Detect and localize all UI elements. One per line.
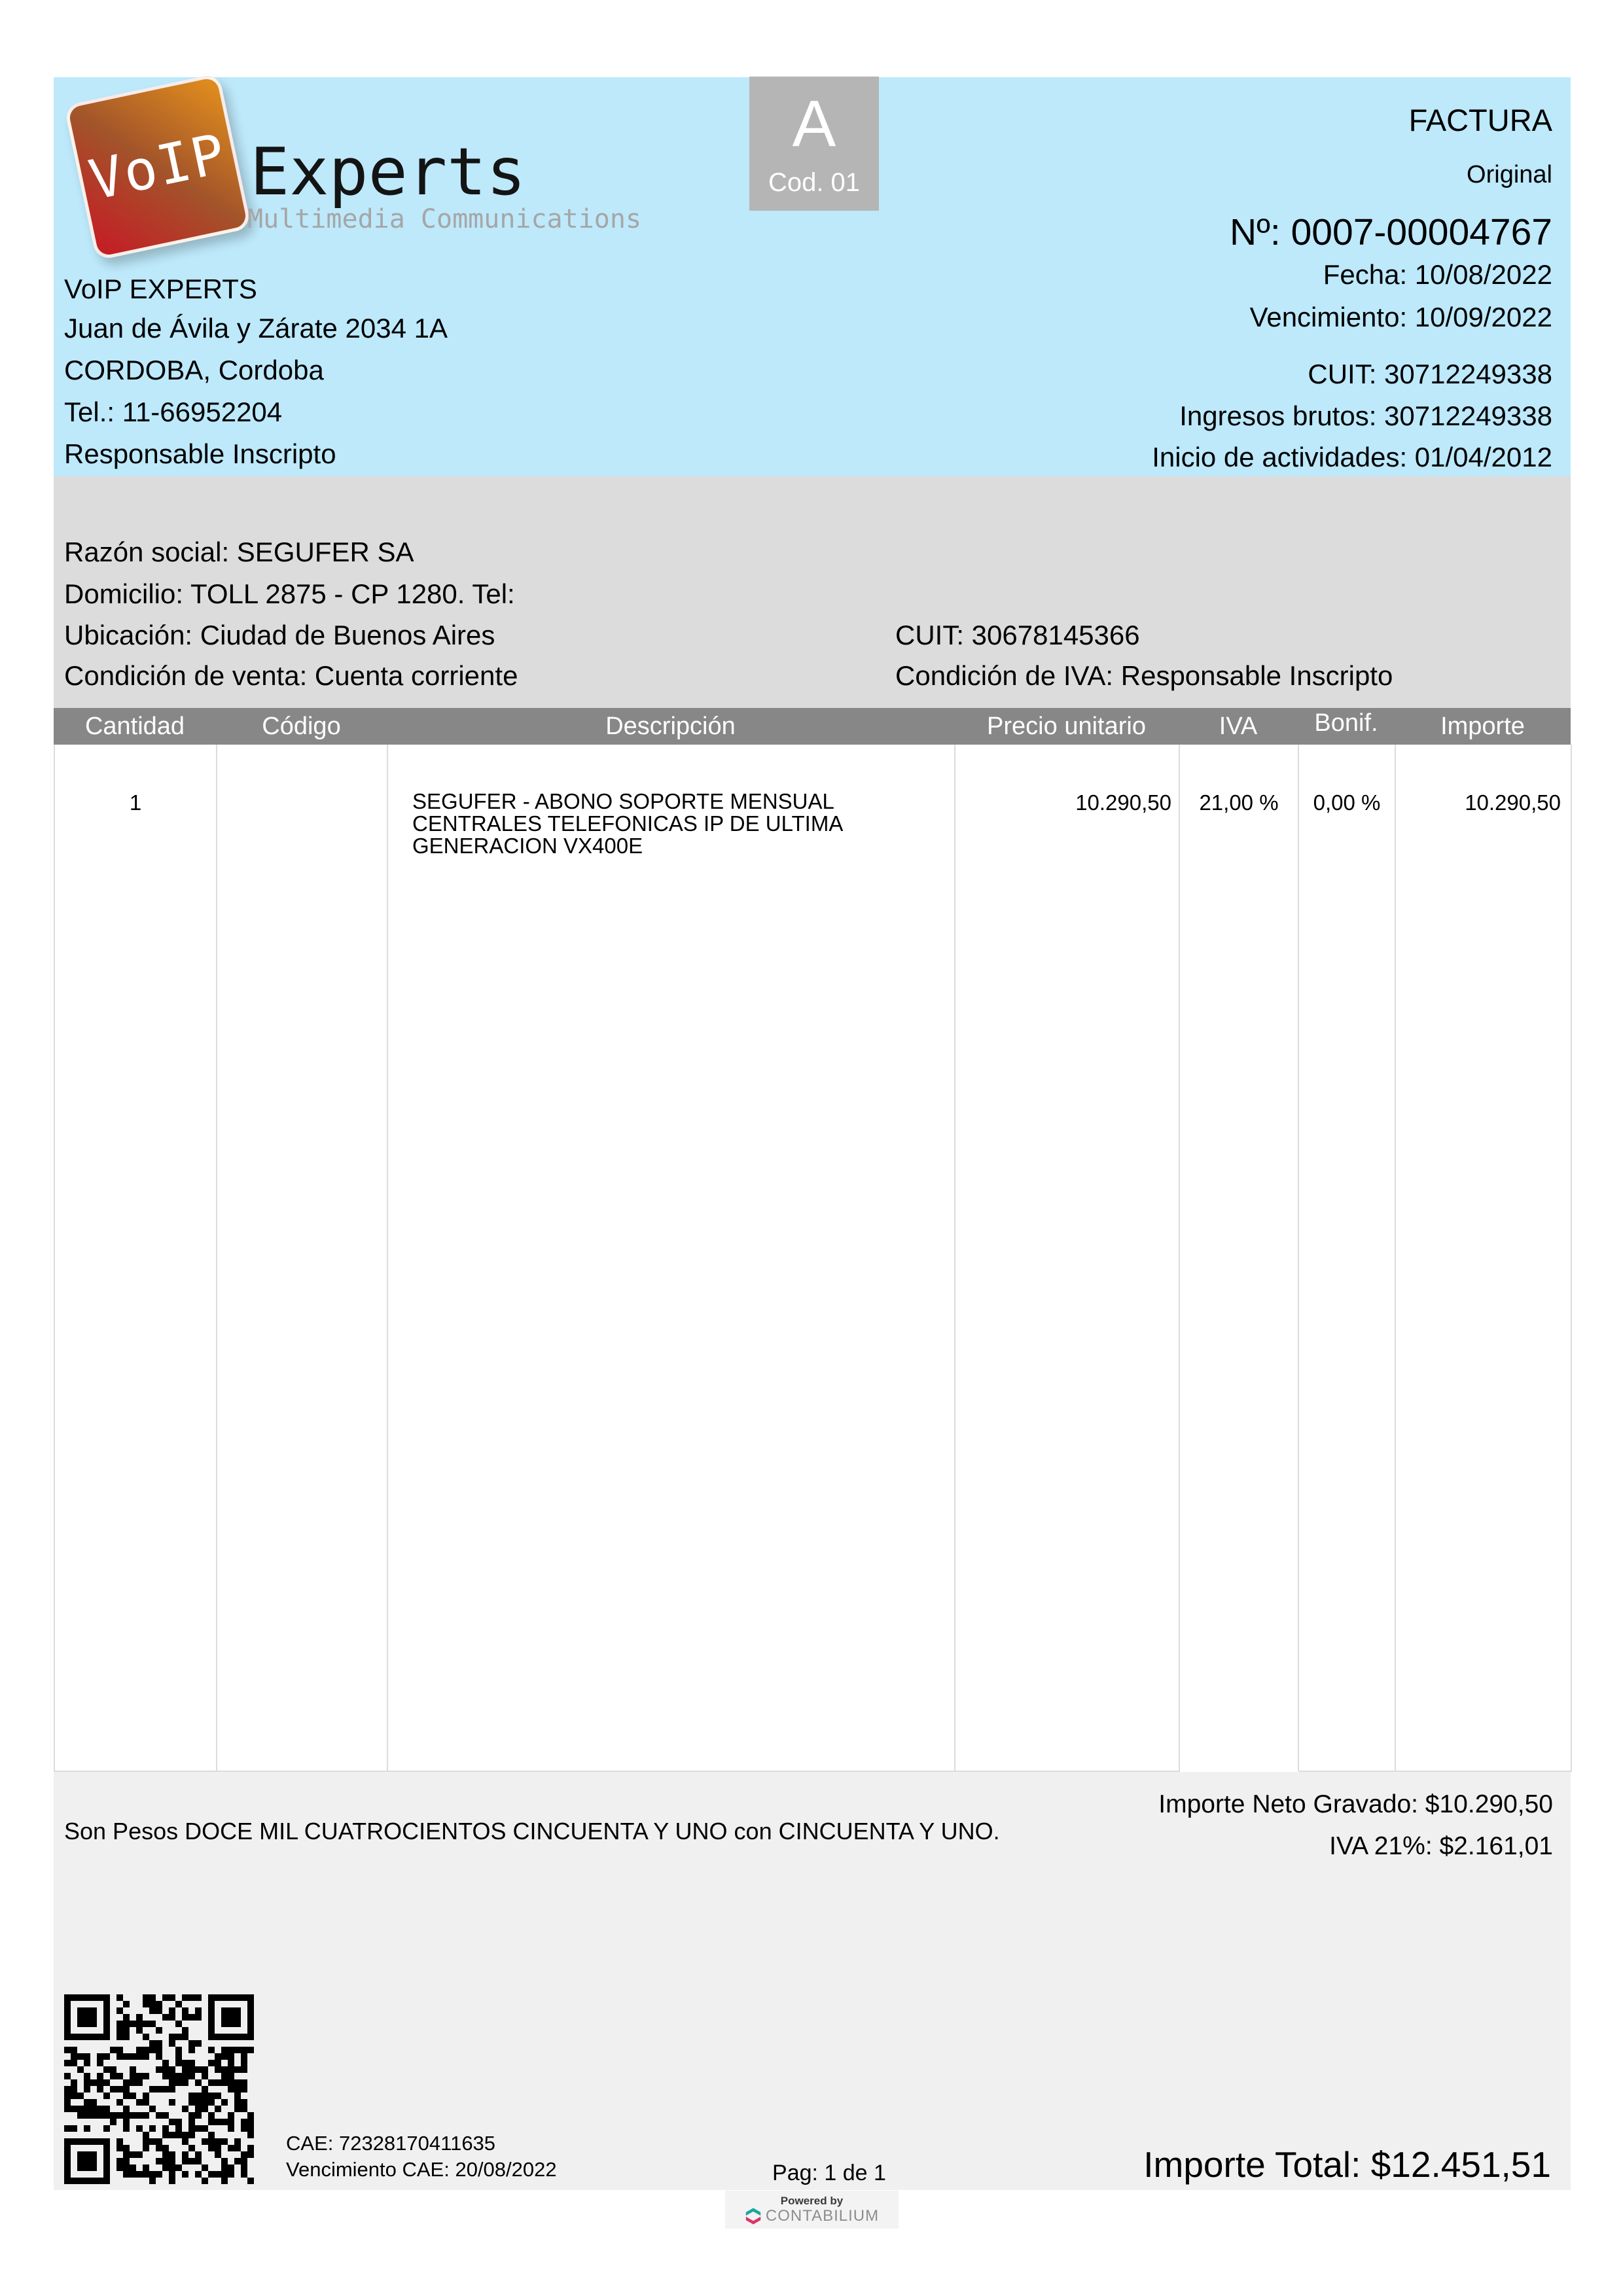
amount-in-words: Son Pesos DOCE MIL CUATROCIENTOS CINCUENTA Y UNO con CINCUENTA Y UNO. (64, 1818, 1000, 1845)
items-table-row (54, 745, 1571, 1772)
col-importe: Importe (1440, 712, 1525, 740)
invoice-date: Fecha: 10/08/2022 (1323, 259, 1552, 290)
client-domicilio: Domicilio: TOLL 2875 - CP 1280. Tel: (64, 578, 515, 609)
client-condicion-venta: Condición de venta: Cuenta corriente (64, 660, 518, 691)
seller-phone: Tel.: 11-66952204 (64, 397, 283, 427)
client-box (54, 476, 1571, 708)
contabilium-logo-icon (745, 2207, 762, 2225)
item-bonif: 0,00 % (1299, 745, 1396, 1772)
item-descripcion (388, 745, 955, 1772)
invoice-meta (702, 77, 1552, 476)
seller-name: VoIP EXPERTS (64, 274, 257, 304)
seller-tax-status: Responsable Inscripto (64, 438, 336, 469)
item-precio-unitario: 10.290,50 (955, 745, 1180, 1772)
invoice-footer (54, 1772, 1571, 2190)
item-codigo (217, 745, 388, 1772)
seller-activity-start: Inicio de actividades: 01/04/2012 (1152, 442, 1552, 472)
col-codigo: Código (262, 712, 341, 740)
total-neto-gravado: Importe Neto Gravado: $10.290,50 (1158, 1790, 1553, 1818)
contabilium-brand (745, 2207, 879, 2225)
items-table-header (54, 708, 1571, 745)
item-importe: 10.290,50 (1396, 745, 1572, 1772)
invoice-due-date: Vencimiento: 10/09/2022 (1249, 302, 1552, 332)
item-cantidad: 1 (55, 745, 217, 1772)
seller-ingresos-brutos: Ingresos brutos: 30712249338 (1179, 400, 1552, 431)
col-precio-unitario: Precio unitario (987, 712, 1146, 740)
seller-cuit: CUIT: 30712249338 (1308, 359, 1552, 389)
logo-tagline: Multimedia Communications (247, 204, 642, 234)
item-descripcion-text: SEGUFER - ABONO SOPORTE MENSUAL CENTRALES TELEFONICAS IP DE ULTIMA GENERACION VX400E (412, 789, 842, 858)
powered-by-box (725, 2191, 899, 2229)
cae-due-date: Vencimiento CAE: 20/08/2022 (286, 2158, 557, 2181)
item-iva: 21,00 % (1180, 745, 1299, 1772)
col-bonif: Bonif. (1314, 709, 1378, 737)
client-condicion-iva: Condición de IVA: Responsable Inscripto (895, 660, 1393, 691)
powered-by-label: Powered by (780, 2194, 844, 2207)
col-cantidad: Cantidad (84, 712, 185, 740)
logo-voip-text: VoIP (83, 121, 232, 213)
invoice-header (54, 77, 1571, 476)
invoice-number: Nº: 0007-00004767 (1229, 211, 1552, 253)
qr-code (64, 1994, 254, 2184)
client-ubicacion: Ubicación: Ciudad de Buenos Aires (64, 620, 495, 650)
doc-type: FACTURA (1408, 103, 1552, 137)
cae-block (286, 2130, 557, 2183)
seller-address: Juan de Ávila y Zárate 2034 1A (64, 313, 448, 344)
doc-copy: Original (1467, 161, 1552, 188)
importe-total: Importe Total: $12.451,51 (1143, 2144, 1551, 2185)
seller-city: CORDOBA, Cordoba (64, 355, 324, 385)
logo-experts-text: Experts (250, 133, 526, 210)
contabilium-brand-text: CONTABILIUM (765, 2206, 880, 2225)
total-iva: IVA 21%: $2.161,01 (1329, 1832, 1553, 1860)
cae-number: CAE: 72328170411635 (286, 2132, 496, 2155)
page-indicator: Pag: 1 de 1 (772, 2161, 886, 2185)
invoice-letter-code: Cod. 01 (768, 168, 861, 197)
client-razon-social: Razón social: SEGUFER SA (64, 537, 414, 567)
voip-logo-icon (63, 73, 251, 260)
col-descripcion: Descripción (605, 712, 736, 740)
col-iva: IVA (1219, 712, 1258, 740)
invoice-letter: A (792, 87, 836, 160)
client-cuit: CUIT: 30678145366 (895, 620, 1140, 650)
